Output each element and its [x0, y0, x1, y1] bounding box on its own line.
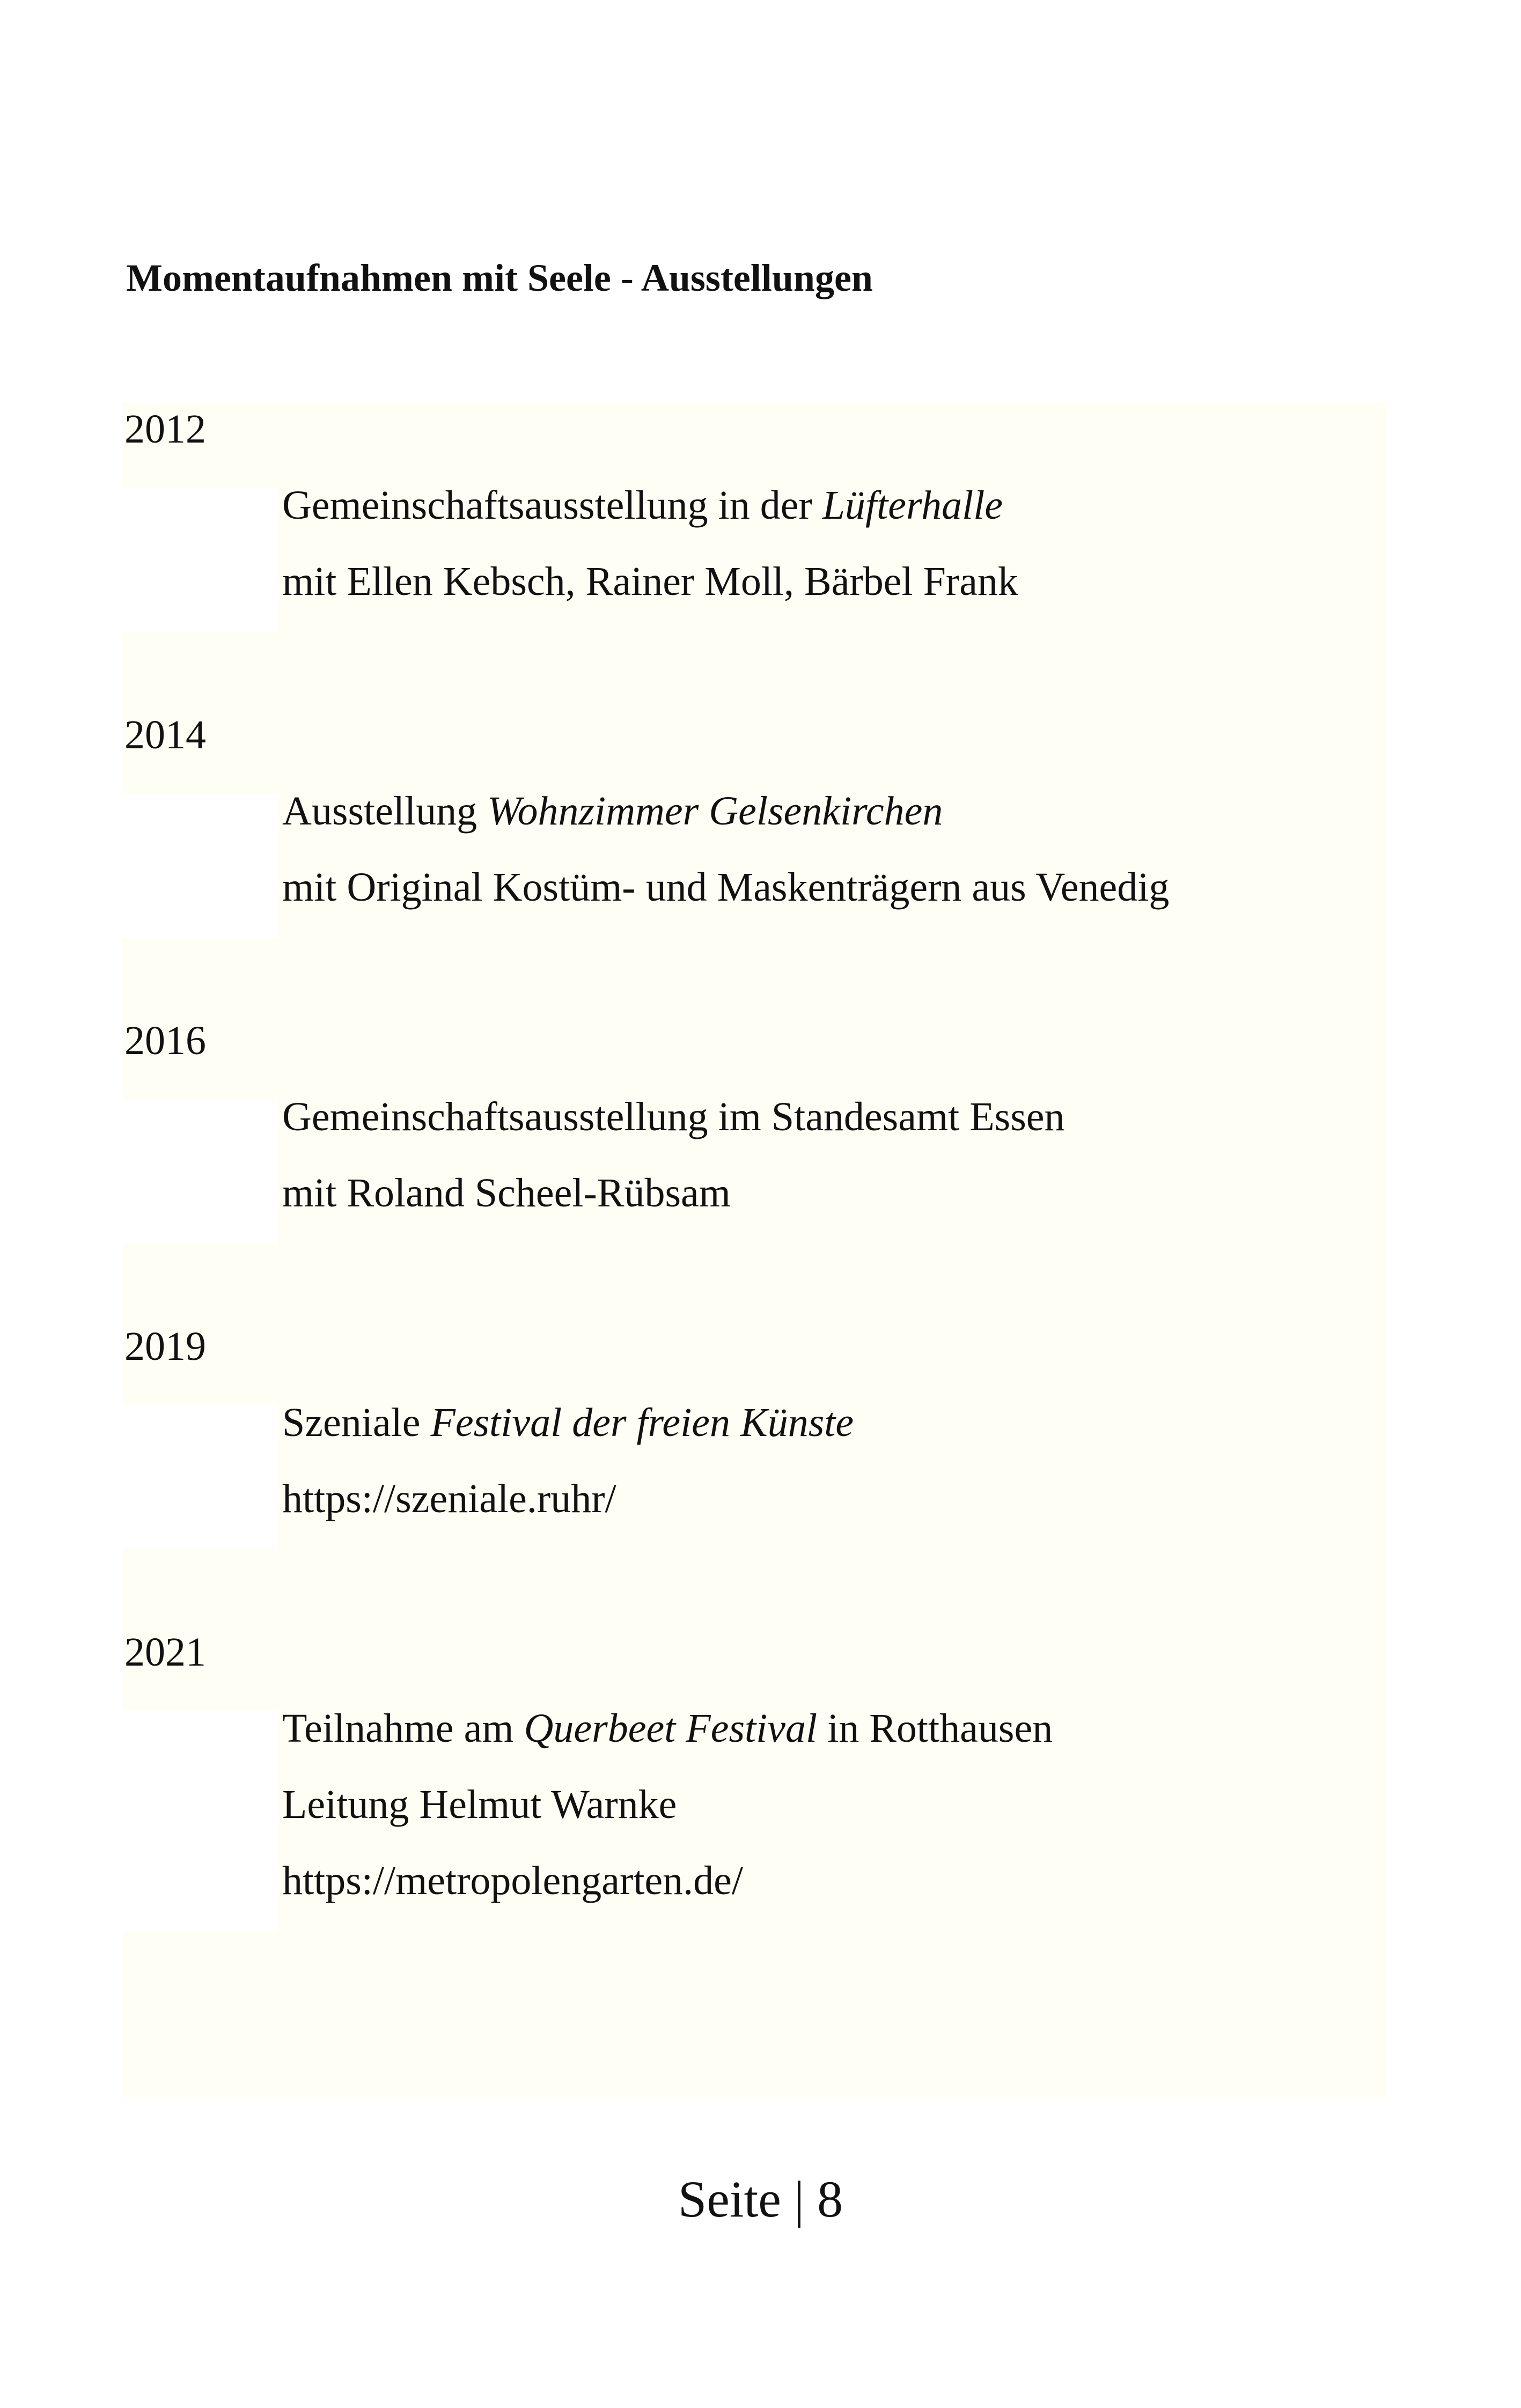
- entry-venue: Lüfterhalle: [822, 483, 1003, 528]
- entry-url[interactable]: https://szeniale.ruhr/: [282, 1476, 616, 1521]
- entry-venue: Querbeet Festival: [524, 1706, 818, 1751]
- entry-year: 2016: [124, 1018, 206, 1063]
- entry-text: in Rotthausen: [817, 1706, 1053, 1751]
- entry-line: [282, 478, 1003, 532]
- entry-text: Teilnahme am: [282, 1706, 524, 1751]
- entry-year: 2012: [124, 407, 206, 452]
- entry-line: [282, 1396, 854, 1449]
- page-number: Seite | 8: [678, 2170, 843, 2228]
- entry-line: mit Ellen Kebsch, Rainer Moll, Bärbel Frank: [282, 559, 1018, 604]
- timeline-background: [278, 402, 1386, 2097]
- entry-line: Leitung Helmut Warnke: [282, 1782, 677, 1827]
- entry-year: 2019: [124, 1324, 206, 1369]
- entry-venue: Wohnzimmer Gelsenkirchen: [487, 789, 943, 834]
- exhibition-timeline: [122, 402, 1386, 2097]
- entry-text: Gemeinschaftsausstellung in der: [282, 483, 822, 528]
- entry-year: 2021: [124, 1630, 206, 1675]
- entry-line: [282, 784, 943, 838]
- entry-line: [282, 1702, 1053, 1755]
- entry-text: Ausstellung: [282, 789, 488, 834]
- year-cell-background: [122, 1931, 278, 2097]
- entry-text: Szeniale: [282, 1400, 431, 1445]
- entry-venue: Festival der freien Künste: [430, 1400, 854, 1445]
- page-title: Momentaufnahmen mit Seele - Ausstellungen: [126, 256, 873, 299]
- entry-line: mit Original Kostüm- und Maskenträgern aus Venedig: [282, 865, 1170, 910]
- entry-year: 2014: [124, 712, 206, 757]
- entry-url[interactable]: https://metropolengarten.de/: [282, 1858, 744, 1903]
- entry-line: mit Roland Scheel-Rübsam: [282, 1170, 731, 1216]
- entry-line: Gemeinschaftsausstellung im Standesamt Essen: [282, 1094, 1065, 1139]
